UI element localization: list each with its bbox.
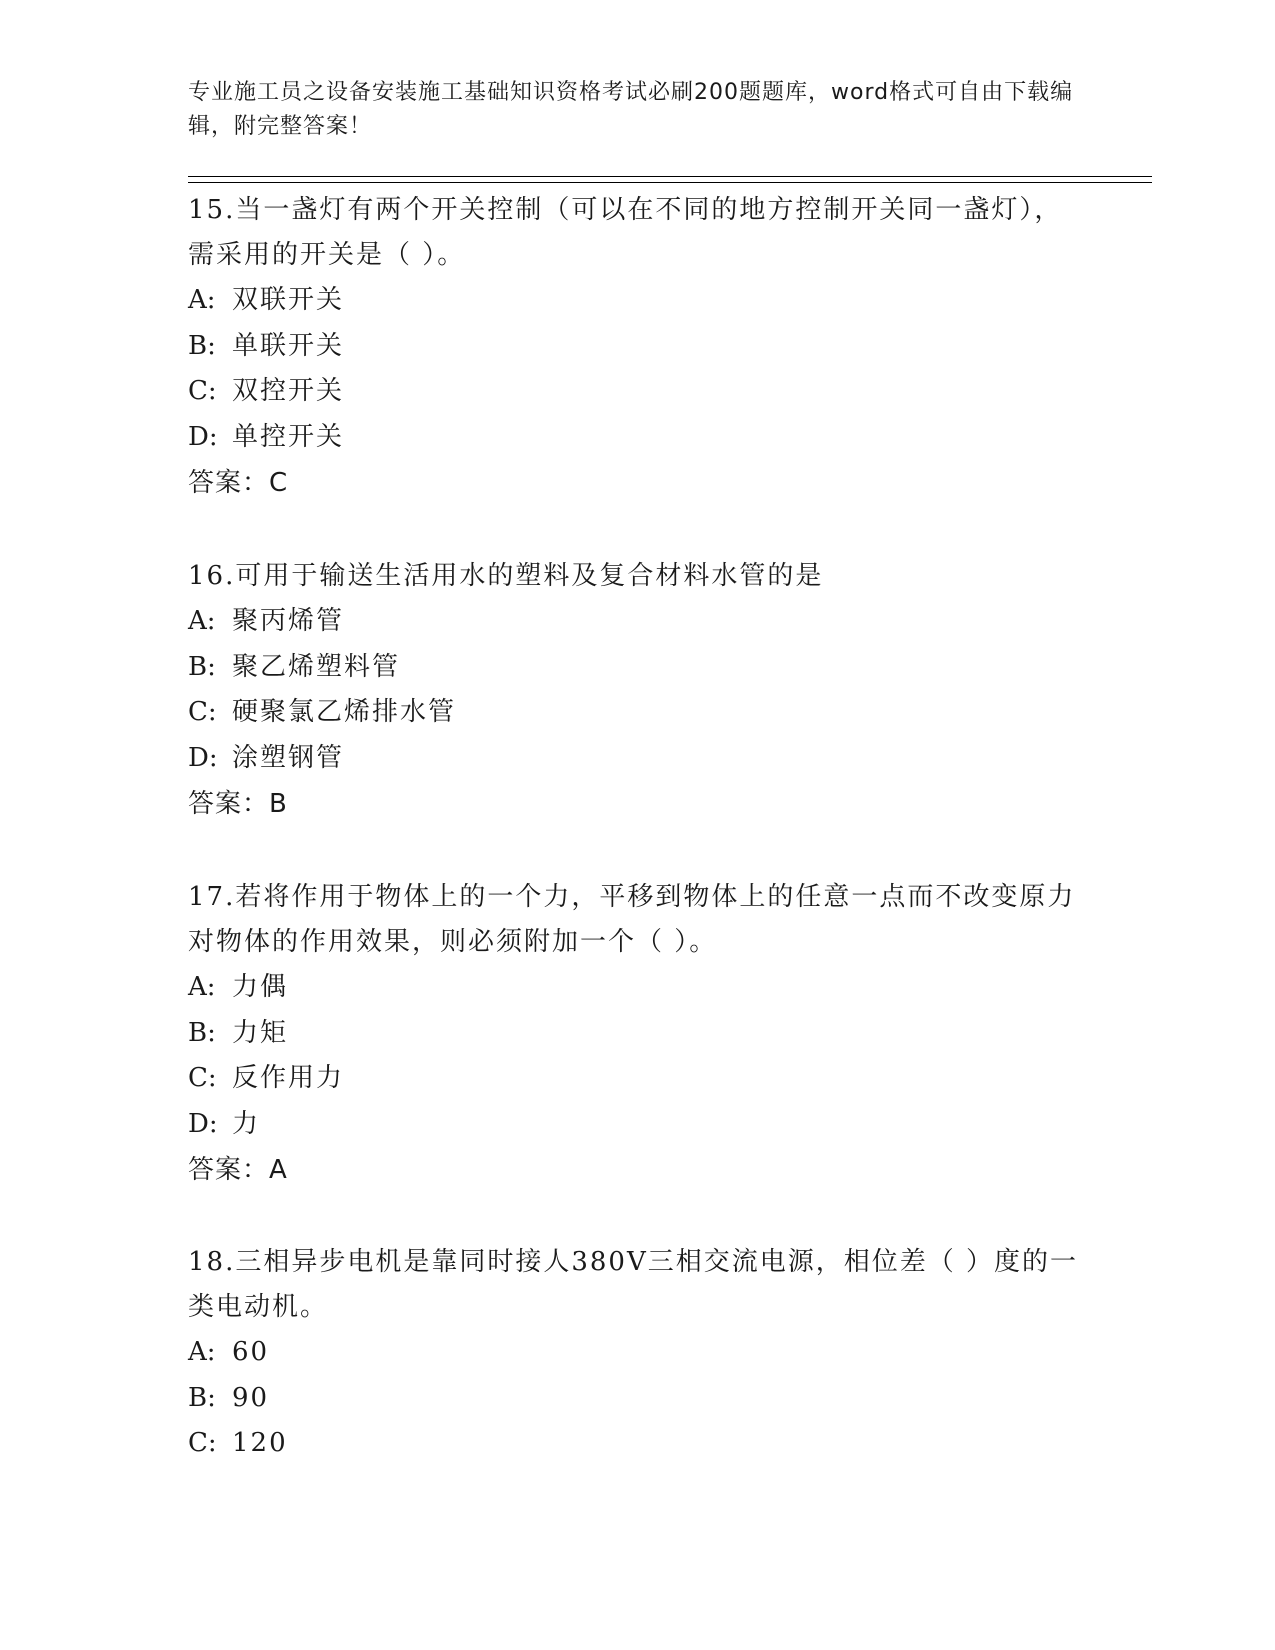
option-b — [188, 1011, 1088, 1057]
option-a — [188, 278, 1088, 324]
option-b — [188, 1376, 1088, 1422]
option-letter: A: — [188, 1337, 216, 1367]
option-d — [188, 736, 1088, 782]
header-divider-top — [188, 176, 1152, 177]
option-text: 双联开关 — [232, 285, 345, 315]
option-text: 60 — [232, 1337, 270, 1367]
option-letter: B: — [188, 651, 216, 682]
option-text: 聚乙烯塑料管 — [232, 651, 401, 682]
option-letter: A: — [188, 606, 216, 636]
option-text: 力偶 — [232, 972, 289, 1002]
option-text: 力矩 — [232, 1017, 289, 1048]
option-letter: D: — [188, 421, 218, 452]
option-text: 单联开关 — [232, 330, 345, 361]
document-header: 专业施工员之设备安装施工基础知识资格考试必刷200题题库，word格式可自由下载编辑，附完整答案！ — [188, 80, 1074, 139]
option-c — [188, 369, 1088, 415]
option-a — [188, 599, 1088, 645]
option-text: 双控开关 — [232, 376, 345, 406]
option-letter: B: — [188, 330, 216, 361]
option-letter: D: — [188, 1108, 218, 1139]
option-letter: C: — [188, 1428, 217, 1458]
option-b — [188, 645, 1088, 691]
question-stem: 15.当一盏灯有两个开关控制（可以在不同的地方控制开关同一盏灯），需采用的开关是（ ）。 — [188, 195, 1063, 270]
option-text: 聚丙烯管 — [232, 606, 345, 636]
option-letter: A: — [188, 972, 216, 1002]
answer-line: 答案：B — [188, 789, 288, 819]
option-d — [188, 415, 1088, 461]
answer-line: 答案：A — [188, 1155, 288, 1185]
option-text: 90 — [232, 1382, 270, 1413]
option-text: 涂塑钢管 — [232, 742, 345, 773]
option-b — [188, 324, 1088, 370]
question-stem: 17.若将作用于物体上的一个力，平移到物体上的任意一点而不改变原力对物体的作用效果，则必须附加一个（ ）。 — [188, 882, 1076, 957]
question-stem: 18.三相异步电机是靠同时接人380V三相交流电源，相位差（ ）度的一类电动机。 — [188, 1247, 1079, 1322]
option-a — [188, 1330, 1088, 1376]
option-text: 反作用力 — [232, 1063, 345, 1093]
option-text: 硬聚氯乙烯排水管 — [232, 697, 457, 727]
option-d — [188, 1102, 1088, 1148]
option-letter: C: — [188, 1063, 217, 1093]
option-letter: C: — [188, 376, 217, 406]
question-17 — [188, 875, 1088, 1193]
option-letter: B: — [188, 1382, 216, 1413]
question-18 — [188, 1240, 1088, 1467]
option-letter: D: — [188, 742, 218, 773]
option-c — [188, 1056, 1088, 1102]
answer-line: 答案：C — [188, 468, 289, 498]
option-letter: B: — [188, 1017, 216, 1048]
option-text: 120 — [232, 1428, 288, 1458]
option-c — [188, 690, 1088, 736]
option-c — [188, 1421, 1088, 1467]
question-stem: 16.可用于输送生活用水的塑料及复合材料水管的是 — [188, 561, 824, 591]
header-divider-bottom — [188, 182, 1152, 183]
option-letter: A: — [188, 285, 216, 315]
option-letter: C: — [188, 697, 217, 727]
option-text: 单控开关 — [232, 421, 345, 452]
option-a — [188, 965, 1088, 1011]
question-16 — [188, 554, 1088, 827]
question-15 — [188, 188, 1088, 506]
option-text: 力 — [232, 1108, 261, 1139]
